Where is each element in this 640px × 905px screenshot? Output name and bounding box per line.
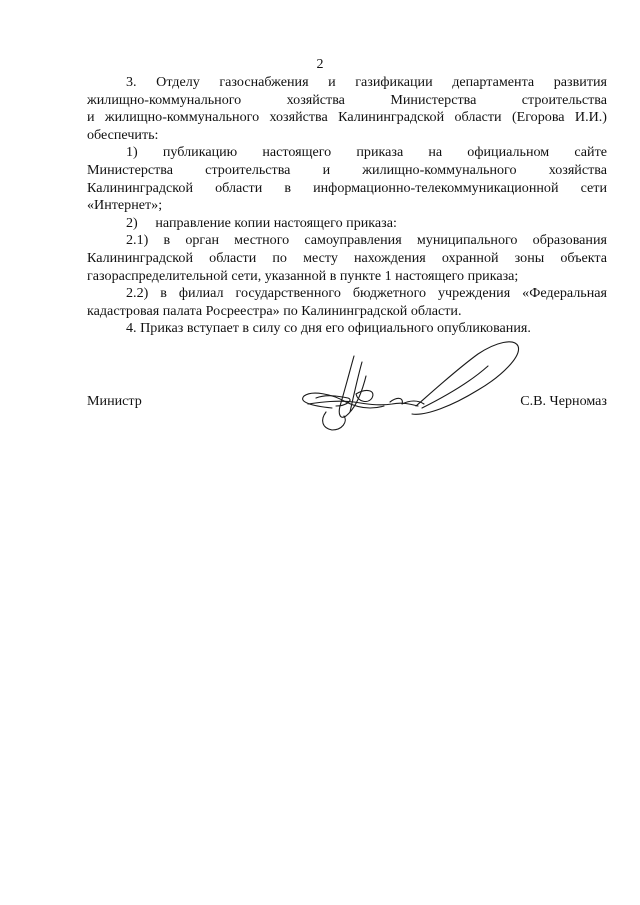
- handwritten-signature: [292, 336, 552, 440]
- paragraph-3-2-1-line-3: газораспределительной сети, указанной в пункте 1 настоящего приказа;: [87, 267, 519, 284]
- paragraph-3-line-1: 3. Отделу газоснабжения и газификации департамента развития: [126, 74, 607, 90]
- paragraph-3-line-4: обеспечить:: [87, 126, 159, 143]
- paragraph-3-2-2-line-1: 2.2) в филиал государственного бюджетного учреждения «Федеральная: [126, 285, 607, 302]
- paragraph-3-1-line-3: Калининградской области в информационно-телекоммуникационной сети: [87, 179, 607, 196]
- paragraph-3-2-2: [87, 285, 607, 320]
- paragraph-3-1-line-4: «Интернет»;: [87, 197, 163, 214]
- paragraph-3-1-line-1: 1) публикацию настоящего приказа на официальном сайте: [126, 144, 607, 161]
- paragraph-3-line-3: и жилищно-коммунального хозяйства Калининградской области (Егорова И.И.): [87, 109, 607, 126]
- paragraph-3-2: [87, 215, 607, 233]
- paragraph-4-line-1: 4. Приказ вступает в силу со дня его официального опубликования.: [126, 320, 531, 337]
- paragraph-3-2-2-line-2: кадастровая палата Росреестра» по Калининградской области.: [87, 302, 462, 319]
- paragraph-3: [87, 74, 607, 144]
- paragraph-3-1: [87, 144, 607, 214]
- paragraph-3-2-1-line-1: 2.1) в орган местного самоуправления муниципального образования: [126, 232, 607, 249]
- paragraph-3-line-2: жилищно-коммунального хозяйства Министерства строительства: [87, 91, 607, 108]
- page-number: 2: [316, 57, 324, 72]
- paragraph-3-1-line-2: Министерства строительства и жилищно-коммунального хозяйства: [87, 161, 607, 178]
- paragraph-3-2-1-line-2: Калининградской области по месту нахождения охранной зоны объекта: [87, 249, 607, 266]
- signatory-name: С.В. Черномаз: [520, 393, 607, 409]
- signatory-title: Министр: [87, 393, 142, 409]
- paragraph-3-2-line-1: 2) направление копии настоящего приказа:: [126, 214, 397, 231]
- document-body: [87, 74, 607, 338]
- paragraph-3-2-1: [87, 232, 607, 285]
